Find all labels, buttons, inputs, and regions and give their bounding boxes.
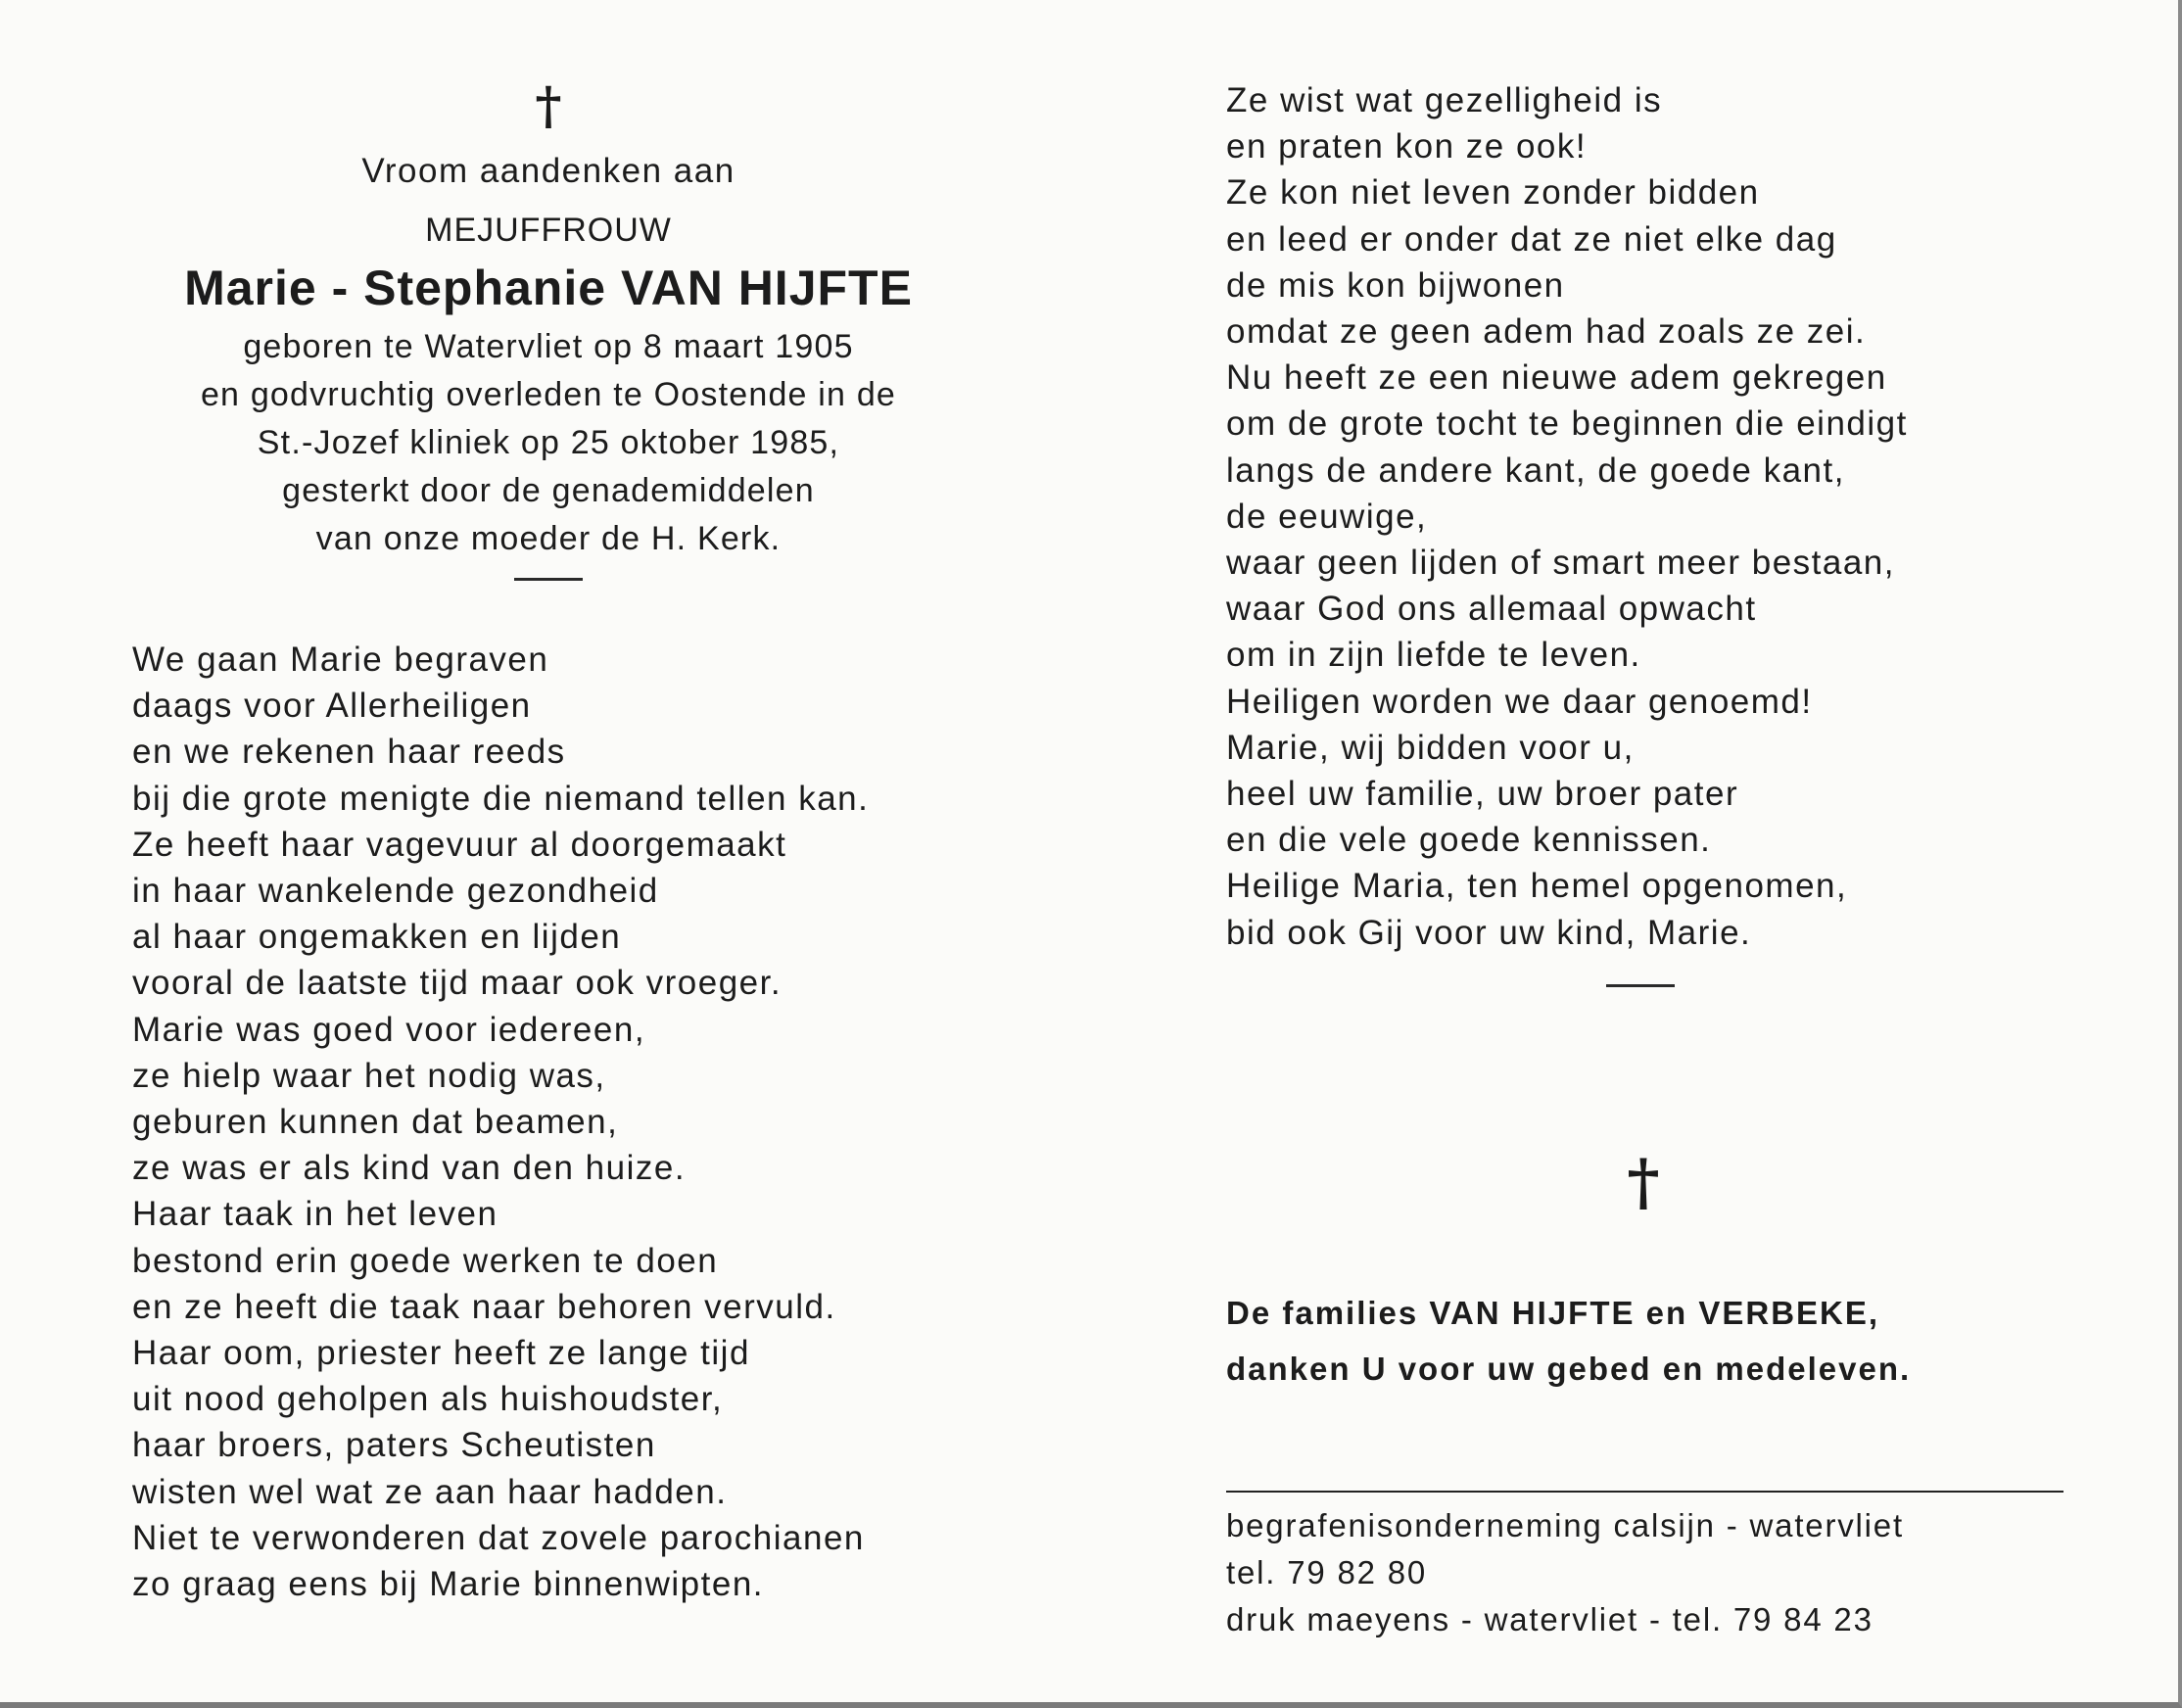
poem-line: Ze heeft haar vagevuur al doorgemaakt bbox=[132, 825, 787, 864]
poem-line: Ze kon niet leven zonder bidden bbox=[1226, 173, 1760, 213]
deceased-name: Marie - Stephanie VAN HIJFTE bbox=[184, 261, 913, 315]
poem-line: Ze wist wat gezelligheid is bbox=[1226, 81, 1663, 119]
poem-left bbox=[132, 637, 869, 1607]
poem-line: waar God ons allemaal opwacht bbox=[1226, 590, 1757, 629]
footer-credits bbox=[1226, 1502, 1904, 1643]
divider-left bbox=[514, 578, 583, 581]
poem-line: omdat ze geen adem had zoals ze zei. bbox=[1226, 312, 1867, 352]
poem-line: in haar wankelende gezondheid bbox=[132, 872, 659, 911]
bio-line: gesterkt door de genademiddelen bbox=[282, 472, 815, 509]
poem-line: bestond erin goede werken te doen bbox=[132, 1241, 719, 1280]
thanks-line: De families VAN HIJFTE en VERBEKE, bbox=[1226, 1295, 1880, 1331]
poem-line: om de grote tocht te beginnen die eindigt bbox=[1226, 404, 1908, 444]
poem-line: We gaan Marie begraven bbox=[132, 640, 549, 679]
poem-right bbox=[1226, 77, 1908, 956]
divider-right bbox=[1606, 984, 1675, 987]
poem-line: bij die grote menigte die niemand tellen kan. bbox=[132, 779, 870, 818]
bio-line: geboren te Watervliet op 8 maart 1905 bbox=[243, 328, 854, 365]
bio-line: en godvruchtig overleden te Oostende in de bbox=[200, 376, 897, 413]
biography bbox=[0, 323, 1097, 563]
poem-line: Niet te verwonderen dat zovele parochianen bbox=[132, 1518, 865, 1557]
poem-line: ze was er als kind van den huize. bbox=[132, 1149, 687, 1188]
poem-line: Marie was goed voor iedereen, bbox=[132, 1010, 646, 1049]
poem-line: en die vele goede kennissen. bbox=[1226, 821, 1712, 860]
cross-icon-top: † bbox=[535, 76, 562, 136]
poem-line: bid ook Gij voor uw kind, Marie. bbox=[1226, 913, 1752, 952]
poem-line: en praten kon ze ook! bbox=[1226, 127, 1588, 166]
poem-line: vooral de laatste tijd maar ook vroeger. bbox=[132, 964, 783, 1003]
intro-text: Vroom aandenken aan bbox=[361, 152, 735, 190]
cross-icon-bottom: † bbox=[1627, 1146, 1660, 1219]
poem-line: en ze heeft die taak naar behoren vervuld. bbox=[132, 1287, 836, 1326]
footer-line: begrafenisonderneming calsijn - watervliet bbox=[1226, 1507, 1904, 1543]
poem-line: Haar oom, priester heeft ze lange tijd bbox=[132, 1334, 750, 1373]
poem-line: de mis kon bijwonen bbox=[1226, 265, 1565, 305]
poem-line: Nu heeft ze een nieuwe adem gekregen bbox=[1226, 358, 1887, 398]
footer-rule bbox=[1226, 1491, 2063, 1493]
title-prefix: MEJUFFROUW bbox=[425, 212, 672, 249]
thanks-line: danken U voor uw gebed en medeleven. bbox=[1226, 1351, 1912, 1387]
poem-line: uit nood geholpen als huishoudster, bbox=[132, 1380, 724, 1419]
poem-line: Heilige Maria, ten hemel opgenomen, bbox=[1226, 867, 1848, 906]
poem-line: daags voor Allerheiligen bbox=[132, 687, 532, 726]
poem-line: zo graag eens bij Marie binnenwipten. bbox=[132, 1565, 765, 1604]
footer-line: tel. 79 82 80 bbox=[1226, 1554, 1428, 1590]
poem-line: waar geen lijden of smart meer bestaan, bbox=[1226, 544, 1895, 583]
poem-line: langs de andere kant, de goede kant, bbox=[1226, 451, 1845, 490]
poem-line: de eeuwige, bbox=[1226, 497, 1428, 536]
poem-line: en we rekenen haar reeds bbox=[132, 733, 566, 772]
footer-line: druk maeyens - watervliet - tel. 79 84 23 bbox=[1226, 1601, 1874, 1637]
poem-line: Marie, wij bidden voor u, bbox=[1226, 728, 1635, 767]
poem-line: al haar ongemakken en lijden bbox=[132, 918, 622, 957]
poem-line: geburen kunnen dat beamen, bbox=[132, 1103, 619, 1142]
poem-line: heel uw familie, uw broer pater bbox=[1226, 775, 1739, 814]
thanks-message bbox=[1226, 1285, 1911, 1397]
poem-line: wisten wel wat ze aan haar hadden. bbox=[132, 1472, 728, 1511]
bio-line: van onze moeder de H. Kerk. bbox=[315, 520, 782, 557]
bio-line: St.-Jozef kliniek op 25 oktober 1985, bbox=[257, 424, 840, 461]
poem-line: en leed er onder dat ze niet elke dag bbox=[1226, 219, 1837, 259]
poem-line: om in zijn liefde te leven. bbox=[1226, 636, 1641, 675]
poem-line: Haar taak in het leven bbox=[132, 1195, 498, 1234]
poem-line: Heiligen worden we daar genoemd! bbox=[1226, 682, 1813, 721]
poem-line: ze hielp waar het nodig was, bbox=[132, 1056, 606, 1095]
poem-line: haar broers, paters Scheutisten bbox=[132, 1426, 656, 1465]
